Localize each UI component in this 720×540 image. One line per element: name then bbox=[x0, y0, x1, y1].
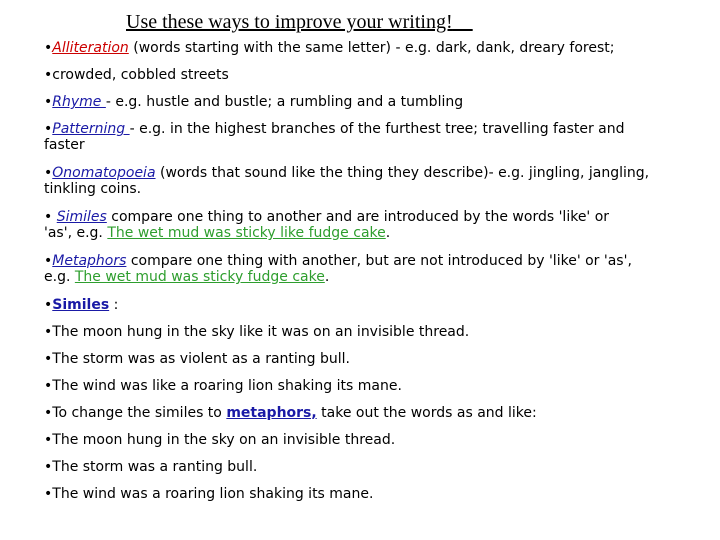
page-title: Use these ways to improve your writing! bbox=[126, 11, 453, 33]
list-item-metaphors-definition bbox=[44, 253, 712, 285]
bullet: • bbox=[44, 351, 53, 367]
item-text: The moon hung in the sky like it was on an invisible thread. bbox=[52, 324, 470, 340]
item-text: (words that sound like the thing they describe)- e.g. jingling, jangling, bbox=[155, 165, 650, 181]
item-text-end: take out the words as and like: bbox=[316, 405, 537, 421]
item-text-end: . bbox=[324, 269, 330, 285]
list-item-change bbox=[44, 405, 712, 421]
bullet: • bbox=[44, 67, 53, 83]
item-text: (words starting with the same letter) - e.g. dark, dank, dreary forest; bbox=[128, 40, 615, 56]
bullet: • bbox=[44, 297, 53, 313]
bullet: • bbox=[44, 94, 53, 110]
list-item-simile-3 bbox=[44, 378, 712, 394]
list-item-metaphor-1 bbox=[44, 432, 712, 448]
term-onomatopoeia: Onomatopoeia bbox=[52, 165, 156, 181]
bullet: • bbox=[44, 432, 53, 448]
list-item-similes-heading bbox=[44, 297, 712, 313]
item-text: compare one thing to another and are introduced by the words 'like' or bbox=[106, 209, 610, 225]
bullet: • bbox=[44, 378, 53, 394]
item-text: compare one thing with another, but are not introduced by 'like' or 'as', bbox=[126, 253, 632, 269]
item-text: The storm was as violent as a ranting bull. bbox=[52, 351, 350, 367]
item-text: The wind was like a roaring lion shaking its mane. bbox=[52, 378, 402, 394]
bullet: • bbox=[44, 459, 53, 475]
example-simile: The wet mud was sticky like fudge cake bbox=[107, 225, 386, 241]
list-item-simile-2 bbox=[44, 351, 712, 367]
bullet: • bbox=[44, 405, 53, 421]
list-item-metaphor-2 bbox=[44, 459, 712, 475]
item-text-continued: faster bbox=[44, 137, 85, 153]
term-patterning: Patterning bbox=[52, 121, 130, 137]
term-metaphors-link: metaphors, bbox=[226, 405, 317, 421]
list-item-metaphor-3 bbox=[44, 486, 712, 502]
bullet: • bbox=[44, 40, 53, 56]
bullet: • bbox=[44, 253, 53, 269]
item-text: To change the similes to bbox=[52, 405, 227, 421]
item-text: The storm was a ranting bull. bbox=[52, 459, 258, 475]
item-text-continued: tinkling coins. bbox=[44, 181, 142, 197]
bullet: • bbox=[44, 486, 53, 502]
list-item-crowded bbox=[44, 67, 712, 83]
term-alliteration: Alliteration bbox=[52, 40, 129, 56]
item-text: The moon hung in the sky on an invisible thread. bbox=[52, 432, 396, 448]
bullet: • bbox=[44, 324, 53, 340]
list-item-onomatopoeia bbox=[44, 165, 712, 197]
item-text-continued: 'as', e.g. bbox=[44, 225, 108, 241]
term-similes-heading: Similes bbox=[52, 297, 110, 313]
list-item-alliteration bbox=[44, 40, 712, 56]
list-item-simile-1 bbox=[44, 324, 712, 340]
term-rhyme: Rhyme bbox=[52, 94, 106, 110]
list-item-patterning bbox=[44, 121, 712, 153]
item-text: - e.g. hustle and bustle; a rumbling and a tumbling bbox=[105, 94, 464, 110]
item-text: - e.g. in the highest branches of the furthest tree; travelling faster and bbox=[129, 121, 625, 137]
term-similes: Similes bbox=[56, 209, 107, 225]
item-text-end: . bbox=[385, 225, 391, 241]
list-item-rhyme bbox=[44, 94, 712, 110]
item-text: The wind was a roaring lion shaking its mane. bbox=[52, 486, 374, 502]
bullet: • bbox=[44, 121, 53, 137]
term-metaphors: Metaphors bbox=[52, 253, 127, 269]
item-text: : bbox=[109, 297, 119, 313]
bullet: • bbox=[44, 165, 53, 181]
example-metaphor: The wet mud was sticky fudge cake bbox=[74, 269, 325, 285]
item-text: crowded, cobbled streets bbox=[52, 67, 229, 83]
item-text-continued: e.g. bbox=[44, 269, 75, 285]
list-item-similes-definition bbox=[44, 209, 712, 241]
bullet: • bbox=[44, 209, 53, 225]
